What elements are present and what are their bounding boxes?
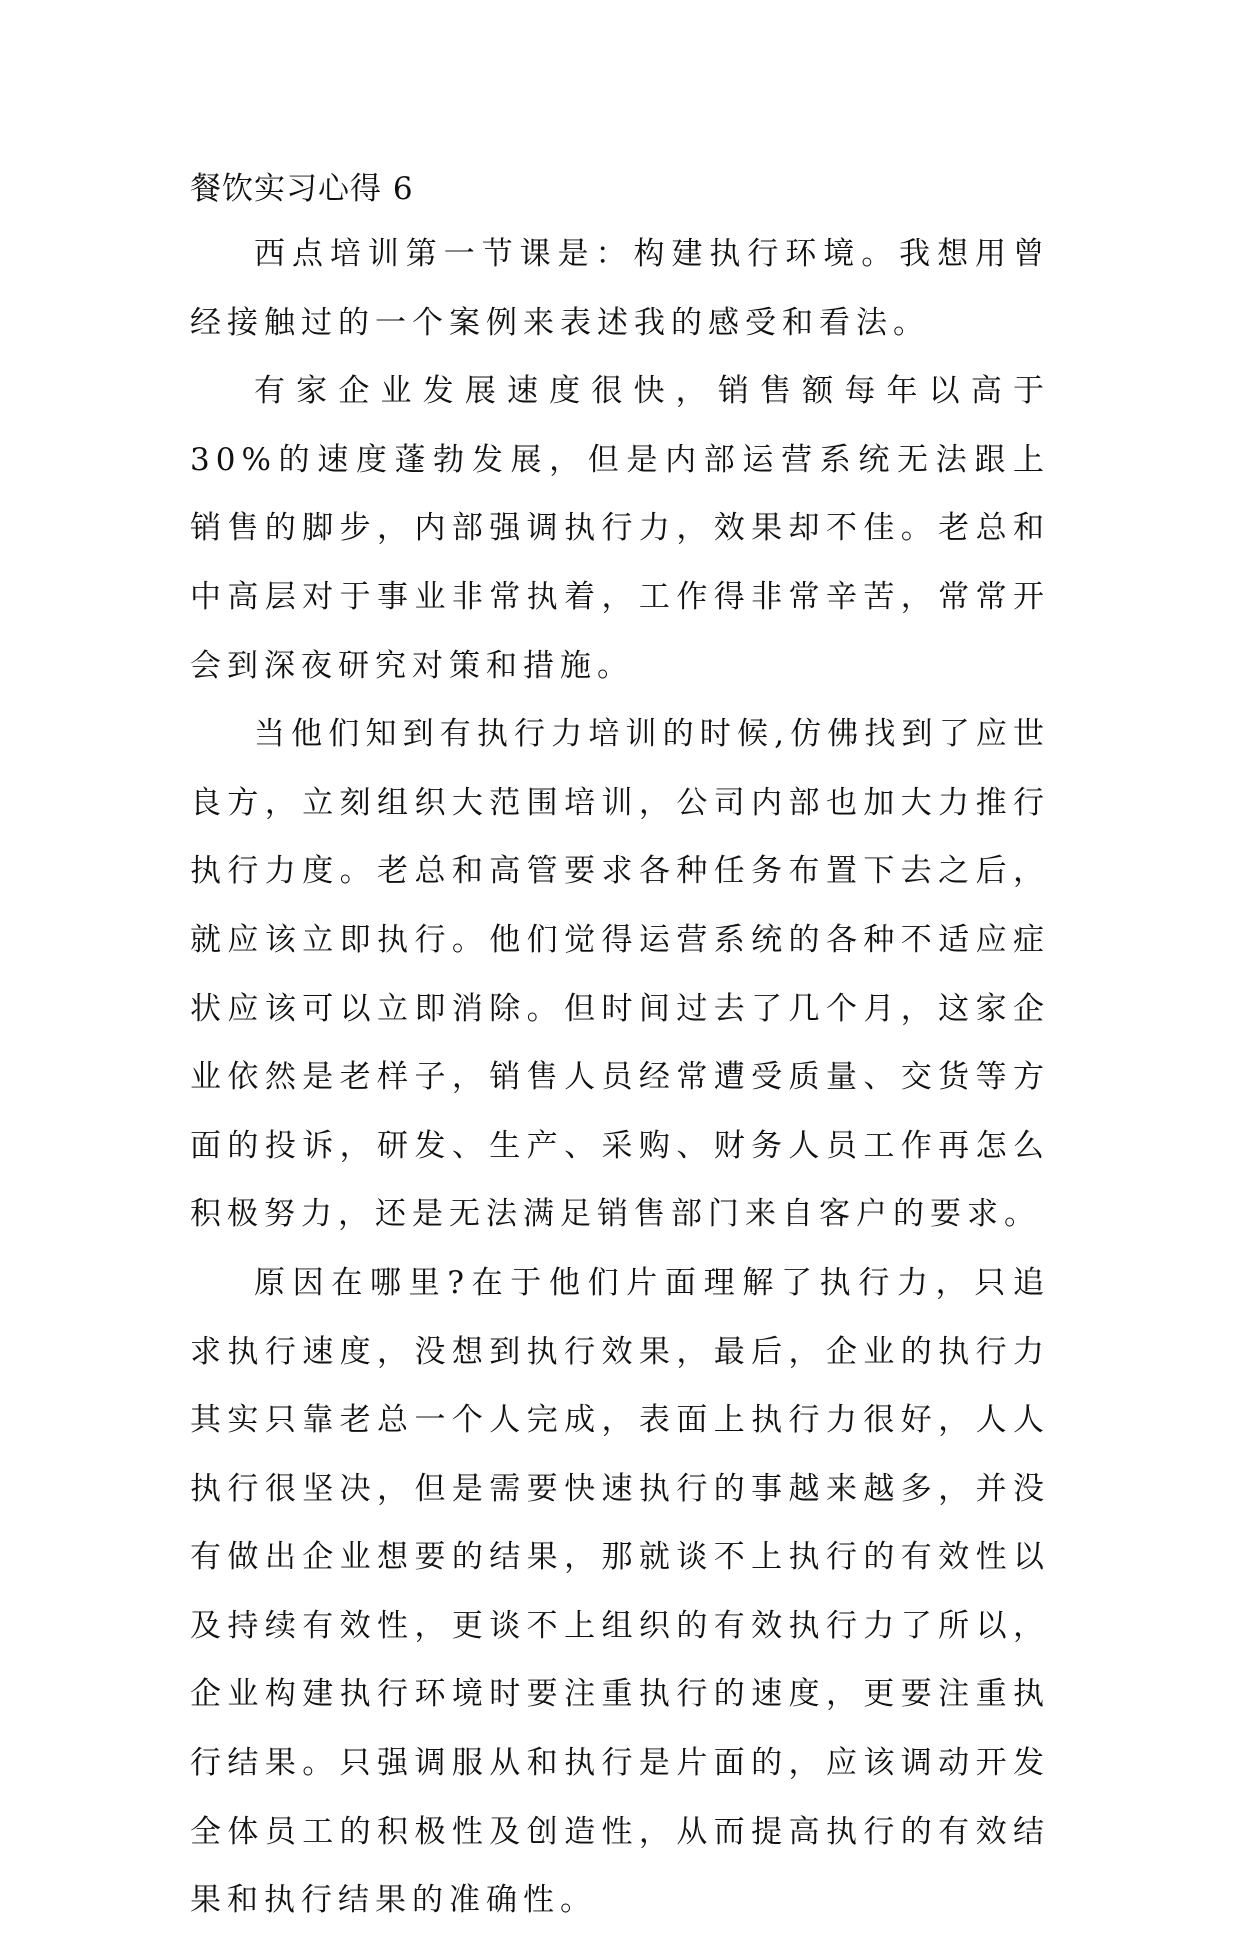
paragraph-3: 当他们知到有执行力培训的时候,仿佛找到了应世良方，立刻组织大范围培训，公司内部也加大力推行执行力度。老总和高管要求各种任务布置下去之后，就应该立即执行。他们觉得运营系统的各种不适应症状应该可以立即消除。但时间过去了几个月，这家企业依然是老样子，销售人员经常遭受质量、交货等方面的投诉，研发、生产、采购、财务人员工作再怎么积极努力，还是无法满足销售部门来自客户的要求。 <box>190 716 1050 1233</box>
document-title: 餐饮实习心得 6 <box>190 171 414 207</box>
document-body <box>190 158 1050 1935</box>
paragraph-4: 原因在哪里?在于他们片面理解了执行力，只追求执行速度，没想到执行效果，最后，企业的执行力其实只靠老总一个人完成，表面上执行力很好，人人执行很坚决，但是需要快速执行的事越来越多，并没有做出企业想要的结果，那就谈不上执行的有效性以及持续有效性，更谈不上组织的有效执行力了所以，企业构建执行环境时要注重执行的速度，更要注重执行结果。只强调服从和执行是片面的，应该调动开发全体员工的积极性及创造性，从而提高执行的有效结果和执行结果的准确性。 <box>190 1264 1050 1919</box>
paragraph-2: 有家企业发展速度很快，销售额每年以高于 30%的速度蓬勃发展，但是内部运营系统无法跟上销售的脚步，内部强调执行力，效果却不佳。老总和中高层对于事业非常执着，工作得非常辛苦，常常开会到深夜研究对策和措施。 <box>190 373 1050 684</box>
paragraph-1: 西点培训第一节课是：构建执行环境。我想用曾经接触过的一个案例来表述我的感受和看法。 <box>190 236 1050 341</box>
